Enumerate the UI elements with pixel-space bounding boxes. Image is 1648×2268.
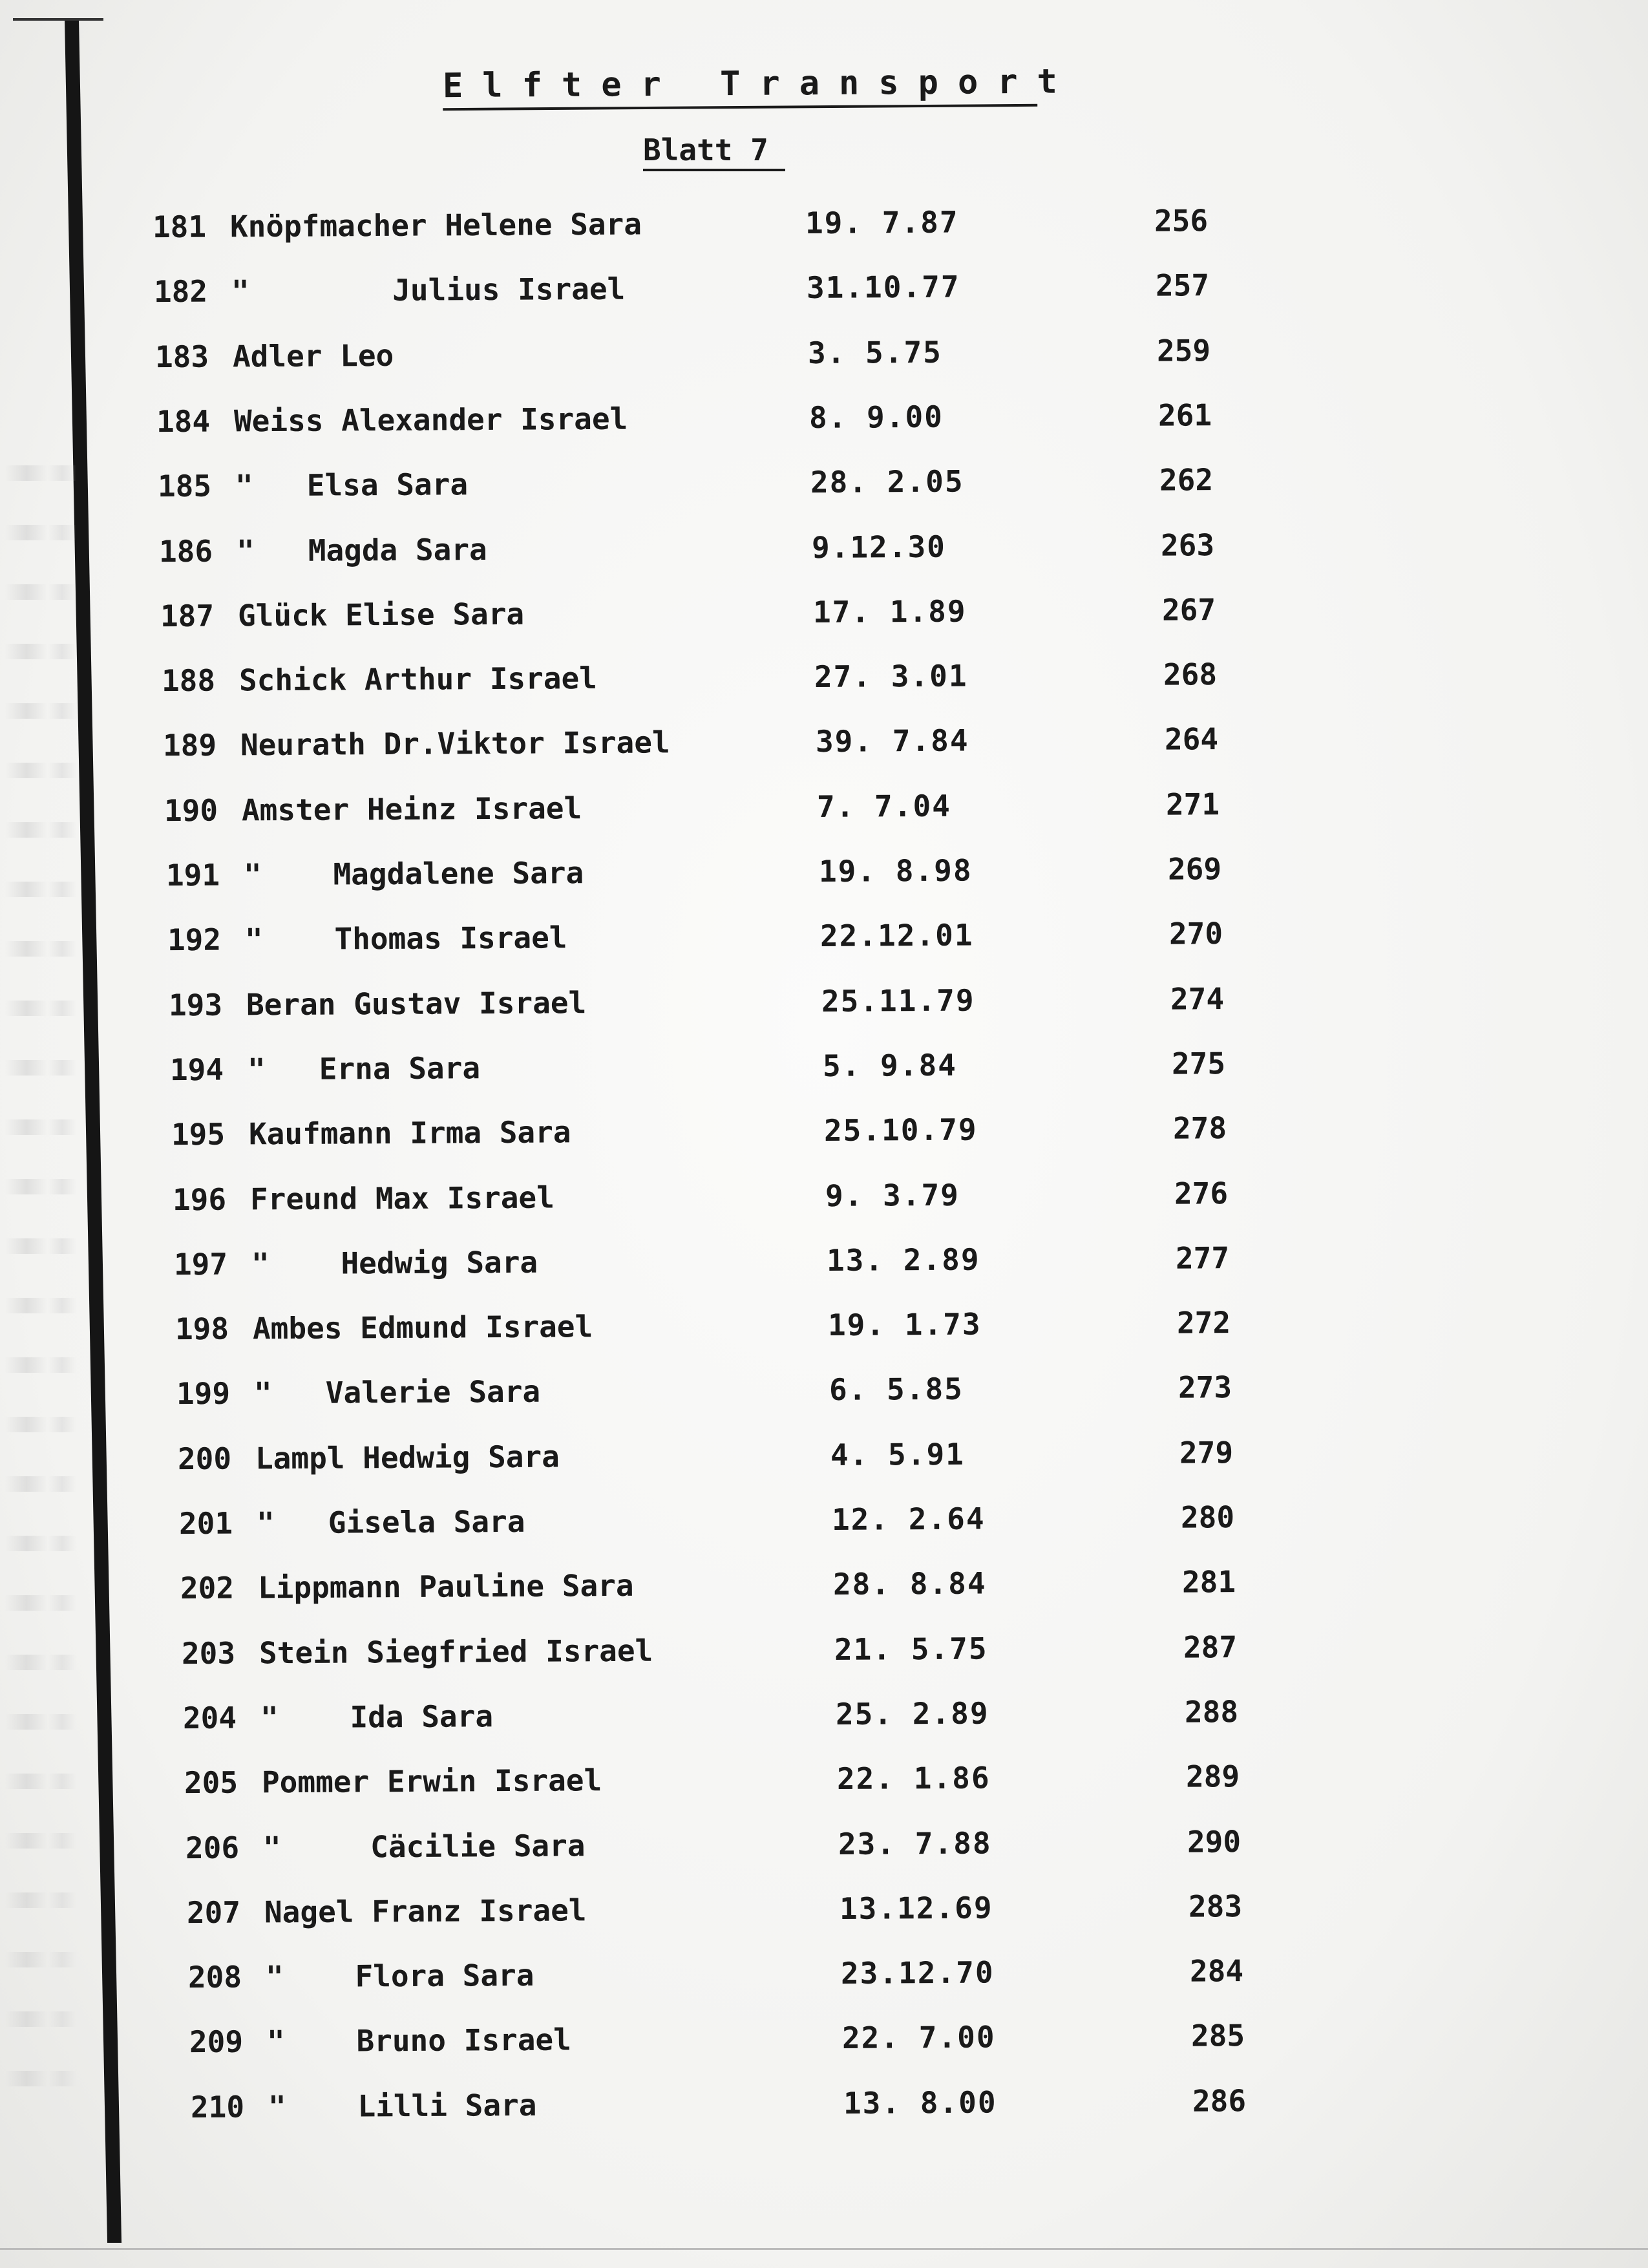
entry-name: Pommer Erwin Israel [262, 1763, 602, 1800]
entry-number: 206 [185, 1830, 240, 1865]
entry-reference-number: 261 [1157, 397, 1212, 433]
table-row [175, 1302, 1468, 1348]
entry-number: 195 [171, 1116, 225, 1152]
entry-reference-number: 273 [1178, 1370, 1232, 1406]
entry-reference-number: 272 [1176, 1305, 1231, 1341]
table-row [163, 718, 1455, 765]
table-row [180, 1561, 1473, 1607]
table-row [189, 2015, 1482, 2061]
table-row [169, 1043, 1462, 1089]
table-row [156, 394, 1449, 441]
entry-number: 210 [191, 2089, 245, 2125]
table-row [185, 1820, 1478, 1867]
entry-name: " Cäcilie Sara [263, 1827, 586, 1865]
table-row [187, 1885, 1479, 1932]
entry-number: 190 [164, 792, 218, 828]
entry-number: 192 [167, 922, 221, 958]
entry-birthdate: 22. 7.00 [842, 2019, 997, 2056]
entry-birthdate: 17. 1.89 [813, 593, 967, 630]
entry-number: 181 [152, 209, 207, 245]
table-row [179, 1496, 1472, 1543]
entry-name: Neurath Dr.Viktor Israel [240, 725, 671, 763]
entry-number: 184 [156, 403, 211, 439]
table-row [176, 1366, 1469, 1413]
entry-reference-number: 277 [1175, 1240, 1230, 1276]
entry-number: 204 [182, 1700, 237, 1735]
entry-birthdate: 25.11.79 [821, 982, 975, 1019]
entry-reference-number: 268 [1163, 657, 1218, 692]
entry-number: 194 [169, 1052, 224, 1087]
entry-name: " Erna Sara [247, 1050, 480, 1087]
entry-birthdate: 13. 8.00 [843, 2084, 998, 2121]
entry-name: " Valerie Sara [253, 1374, 541, 1411]
entry-reference-number: 285 [1191, 2018, 1245, 2054]
entry-name: Beran Gustav Israel [246, 984, 586, 1022]
entry-name: Kaufmann Irma Sara [248, 1114, 571, 1152]
entry-number: 187 [160, 598, 215, 633]
entry-reference-number: 271 [1166, 786, 1220, 822]
entry-reference-number: 267 [1162, 591, 1216, 628]
table-row [171, 1107, 1464, 1154]
entry-reference-number: 288 [1184, 1694, 1239, 1730]
entry-birthdate: 39. 7.84 [816, 723, 970, 759]
entry-number: 205 [184, 1765, 238, 1801]
entry-name: " Magdalene Sara [243, 855, 584, 893]
entry-reference-number: 287 [1183, 1629, 1238, 1665]
table-row [191, 2080, 1483, 2126]
table-row [155, 329, 1448, 376]
entry-reference-number: 275 [1171, 1046, 1225, 1081]
entry-name: " Elsa Sara [235, 467, 469, 503]
table-row [154, 264, 1446, 311]
entry-reference-number: 274 [1170, 980, 1224, 1017]
table-row [182, 1626, 1474, 1672]
table-row [178, 1432, 1470, 1478]
entry-number: 189 [163, 727, 217, 763]
entry-birthdate: 13.12.69 [840, 1890, 994, 1926]
entry-birthdate: 28. 8.84 [832, 1565, 987, 1602]
table-row [174, 1237, 1466, 1284]
entry-number: 208 [188, 1959, 242, 1995]
entry-number: 188 [162, 662, 216, 699]
table-row [160, 589, 1453, 635]
entry-number: 191 [165, 857, 220, 893]
entry-number: 186 [159, 533, 213, 569]
entry-number: 201 [178, 1505, 233, 1542]
entry-birthdate: 9. 3.79 [825, 1177, 960, 1213]
entry-reference-number: 280 [1180, 1500, 1235, 1535]
entry-number: 182 [153, 273, 208, 310]
entry-birthdate: 22.12.01 [819, 917, 974, 954]
entry-name: Freund Max Israel [249, 1180, 555, 1216]
entry-name: " Flora Sara [266, 1957, 534, 1995]
entry-name: " Magda Sara [237, 531, 488, 568]
entry-reference-number: 289 [1186, 1759, 1240, 1794]
entry-birthdate: 6. 5.85 [829, 1372, 964, 1408]
entry-name: Ambes Edmund Israel [252, 1309, 593, 1346]
table-row [184, 1755, 1477, 1802]
entry-reference-number: 279 [1179, 1434, 1234, 1470]
table-row [173, 1172, 1465, 1218]
entry-number: 209 [189, 2024, 244, 2060]
table-row [153, 200, 1445, 246]
entry-birthdate: 4. 5.91 [830, 1436, 965, 1472]
table-row [164, 783, 1457, 830]
entry-birthdate: 19. 1.73 [827, 1306, 982, 1343]
entry-reference-number: 281 [1181, 1564, 1236, 1600]
entry-reference-number: 259 [1156, 332, 1211, 368]
entry-number: 199 [176, 1375, 231, 1412]
entry-name: Adler Leo [232, 337, 394, 374]
entry-name: Knöpfmacher Helene Sara [229, 206, 642, 244]
entry-reference-number: 262 [1159, 462, 1214, 498]
entry-name: " Ida Sara [260, 1699, 494, 1735]
entry-name: " Hedwig Sara [251, 1244, 538, 1282]
entry-number: 198 [174, 1311, 229, 1347]
entry-birthdate: 27. 3.01 [814, 658, 969, 695]
entry-number: 207 [187, 1894, 241, 1930]
document-title: Elfter Transport [443, 63, 1037, 111]
entry-name: " Bruno Israel [267, 2022, 572, 2059]
entry-birthdate: 19. 8.98 [818, 853, 973, 889]
table-row [158, 459, 1450, 505]
entry-reference-number: 269 [1167, 851, 1221, 887]
entry-reference-number: 257 [1155, 268, 1210, 303]
entry-name: " Lilli Sara [268, 2087, 538, 2125]
entry-birthdate: 3. 5.75 [807, 334, 943, 370]
entry-name: Nagel Franz Israel [264, 1892, 587, 1930]
entry-birthdate: 23. 7.88 [838, 1825, 992, 1861]
table-row [183, 1691, 1475, 1737]
table-row [188, 1950, 1481, 1997]
entry-birthdate: 31.10.77 [806, 269, 960, 306]
entry-reference-number: 286 [1192, 2083, 1247, 2119]
entry-name: Lippmann Pauline Sara [257, 1568, 634, 1606]
entry-birthdate: 23.12.70 [841, 1955, 995, 1991]
entry-reference-number: 276 [1174, 1175, 1228, 1211]
entry-reference-number: 278 [1172, 1110, 1227, 1146]
entry-number: 197 [173, 1246, 228, 1282]
entry-reference-number: 263 [1161, 527, 1215, 563]
entry-birthdate: 22. 1.86 [837, 1760, 991, 1797]
document-subtitle: Blatt 7 [643, 132, 785, 171]
entry-reference-number: 256 [1154, 203, 1209, 238]
entry-birthdate: 8. 9.00 [808, 399, 944, 435]
entry-name: " Gisela Sara [256, 1503, 525, 1541]
entry-name: Schick Arthur Israel [239, 661, 598, 698]
entry-name: " Thomas Israel [244, 920, 567, 957]
entry-number: 203 [181, 1635, 236, 1671]
entry-reference-number: 264 [1165, 721, 1219, 758]
entry-birthdate: 25. 2.89 [835, 1695, 989, 1732]
entry-birthdate: 19. 7.87 [805, 204, 959, 240]
entry-name: Weiss Alexander Israel [233, 401, 628, 439]
entry-name: Glück Elise Sara [238, 596, 525, 633]
entry-name: Lampl Hedwig Sara [255, 1439, 560, 1476]
entry-reference-number: 283 [1188, 1888, 1243, 1924]
entry-birthdate: 7. 7.04 [817, 788, 952, 824]
entry-reference-number: 270 [1168, 916, 1223, 951]
entry-birthdate: 12. 2.64 [831, 1501, 986, 1537]
entry-birthdate: 13. 2.89 [826, 1242, 980, 1278]
entry-birthdate: 5. 9.84 [822, 1047, 957, 1083]
entry-reference-number: 290 [1187, 1823, 1241, 1860]
table-row [159, 524, 1452, 570]
entry-number: 185 [158, 468, 212, 504]
entry-number: 202 [180, 1570, 235, 1606]
entry-reference-number: 284 [1190, 1953, 1244, 1989]
entry-name: Stein Siegfried Israel [259, 1633, 653, 1670]
entry-name: Amster Heinz Israel [242, 790, 582, 828]
entry-name: " Julius Israel [231, 271, 626, 309]
entry-number: 196 [172, 1182, 227, 1217]
table-row [165, 848, 1458, 895]
entry-number: 183 [154, 339, 209, 374]
entry-birthdate: 9.12.30 [812, 529, 947, 565]
entry-birthdate: 25.10.79 [823, 1112, 978, 1149]
entry-number: 200 [177, 1441, 232, 1476]
table-row [162, 653, 1454, 700]
entry-number: 193 [168, 987, 222, 1023]
entry-birthdate: 28. 2.05 [810, 463, 964, 500]
entry-birthdate: 21. 5.75 [834, 1631, 988, 1667]
table-row [167, 913, 1459, 959]
table-row [168, 977, 1461, 1024]
